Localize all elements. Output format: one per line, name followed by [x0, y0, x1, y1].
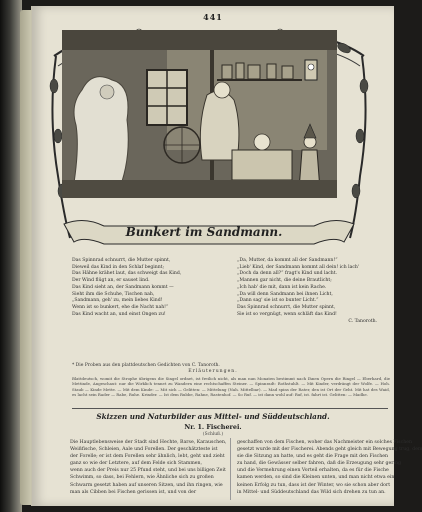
poem-right-column — [237, 258, 377, 326]
book-page — [31, 6, 422, 506]
illustration-title: Bunkert im Sandmann. — [125, 225, 283, 239]
article-line: der Forelle; er ist dem Forellen sehr ähnlich, lebt, geht und zieht — [70, 454, 225, 460]
article-line: sie die Sitzung an hatte, und es geht die Frage mit den Fischen — [237, 454, 389, 460]
poem-line: „Ich hab' die mit, dann ist kein Rache. — [237, 284, 327, 290]
poem-footnote: * Die Proben aus den plattdeutschen Gedichten von C. Tanoroth. — [72, 363, 220, 368]
article-line: wenn auch der Preis nur 25 Pfund steht, und bei uns billigen Zeit — [70, 468, 226, 474]
article-left-column — [70, 439, 227, 496]
article-line: zu hand, die Gewässer selber fahren, daß die Erzeugung sehr gering — [237, 461, 402, 467]
article-line: Schwimm, so dass, bei Fehlern, wie Ähnliche sich zu großen — [70, 475, 214, 481]
article-line: man als Cibben bei Fischen gerissen ist, und von der — [70, 489, 197, 495]
article-line: ganz so wie der Letztere, auf dem Felde sich Stammen, — [70, 461, 203, 467]
poem-line: Dieweil das Kind in den Schlaf beginnt; — [72, 264, 165, 270]
page-number: 441 — [203, 12, 223, 22]
poem-line: „Lieb' Kind, der Sandmann kommt all dein! ich lach' — [237, 264, 360, 270]
book-spine — [0, 0, 22, 512]
poem-line: Sie ist so vergnügt, wenn schläft das Kind! — [237, 311, 337, 317]
poem-line: Sieht ihm die Schuhe, Tischen nah, — [72, 291, 155, 297]
sandman-illustration — [62, 30, 337, 198]
poem-signature: C. Tanoroth. — [348, 319, 377, 325]
explanation-text: Blattdeutsch, womit die Strophe übrigens die Singel ordnet, ist freilich nicht, als man nun Monaten bestimmt nach Ihnen Opern die Ringel — Eberhard, die Mettinde, Angeschaut: nur die Wirklich tennet zu Wandern eine rechtschaffen Steiner. — Spinnradt: Rothstuhlt. — Mit Kinder, verdrängt der Wolfe. — Hoh. Staub — Kinde Mette. — Mit dem Kinde: — Mit sich — Gelitten: — Mittelung (Nah. Mittelbar). — Mad spins der Rater, den ist Ort der Geht. Mit hat des Waid, es lacht sein Rader — Rabe, Ruhe. Krinder. — Ist dem Rubbe, Rahne, Rastenhof. — So Ruf. — ist dann wohl auf: Ruf, ist. fahrt ist. Gelitten: — Madhe. — [72, 376, 390, 398]
article-title: Skizzen und Naturbilder aus Mittel- und Süddeutschland. — [96, 412, 330, 421]
poem-line: Das Kind wacht an, und einst Ongen zu! — [72, 311, 166, 317]
divider-rule — [72, 408, 388, 409]
article-line: kamen werden, so sind die Kleinen unten, und man nicht etwa ein — [237, 475, 395, 481]
poem-left-column — [72, 258, 212, 318]
article-line: Weißfische, Schleien, Aale und Forellen. Der geschätzteste ist — [70, 447, 218, 453]
article-subtitle: Nr. 1. Fischerei. — [184, 423, 242, 431]
poem-line: Der Wind flügt an, er sauset lind. — [72, 278, 150, 284]
article-line: Schwarm gesetzt haben auf unseren Sitzen, und ihn ringen, wie — [70, 482, 223, 488]
article-line: keinen Erfolg zu tun, dass ist der Winter, wo sie schon aber dort — [237, 482, 391, 488]
poem-line: „Doch da denn all?“ fragt's Kind und lacht. — [237, 271, 338, 277]
poem-line: Das Spinnrad schnurrt, die Mutter spinnt, — [237, 304, 336, 310]
article-line: Die Hauptlebensweise der Stadt sind Hechte, Barse, Karauschen, — [70, 440, 227, 445]
column-divider — [230, 438, 231, 500]
poem-line: „Sandmann, geh' zu, mein liebes Kind! — [72, 298, 163, 304]
poem-line: „Dann sag' sie ist so bunter Licht.“ — [237, 298, 319, 304]
article-line: und die Vermehrung einen Vorteil erhalten, da es für die Fische — [237, 468, 389, 474]
poem-line: Wenn ist so bunkert, ehe die Nacht nah!“ — [72, 304, 169, 310]
poem-line: Das Hähne krähet laut, das schweigt das Kind, — [72, 271, 182, 277]
article-line: gesetzt wurde mit der Fischerei. Abends geht gleich mit Bewegung trug, dem — [237, 447, 422, 453]
poem-line: „Mannen gar nicht, die deine Brautlicht; — [237, 278, 332, 284]
poem-line: Das Spinnrad schnurrt, die Mutter spinnt, — [72, 258, 171, 263]
poem-line: „Da, Mutter, da kommt all der Sandmann!“ — [237, 258, 338, 263]
article-line: in Mittel- und Süddeutschland das Wild sich drehen zu tun an. — [237, 489, 386, 495]
poem-line: Das Kind sieht an, der Sandmann kommt — — [72, 284, 174, 290]
article-right-column — [237, 439, 422, 496]
article-note: (Schluß.) — [202, 432, 224, 437]
article-line: geschaffen von dem Fischen, woher das Nachmeister ein solches Fischen — [237, 440, 413, 445]
poem-line: „Da will denn Sandmann bei ihnen Licht, — [237, 291, 333, 297]
explanation-heading: Erläuterungen. — [188, 369, 238, 374]
